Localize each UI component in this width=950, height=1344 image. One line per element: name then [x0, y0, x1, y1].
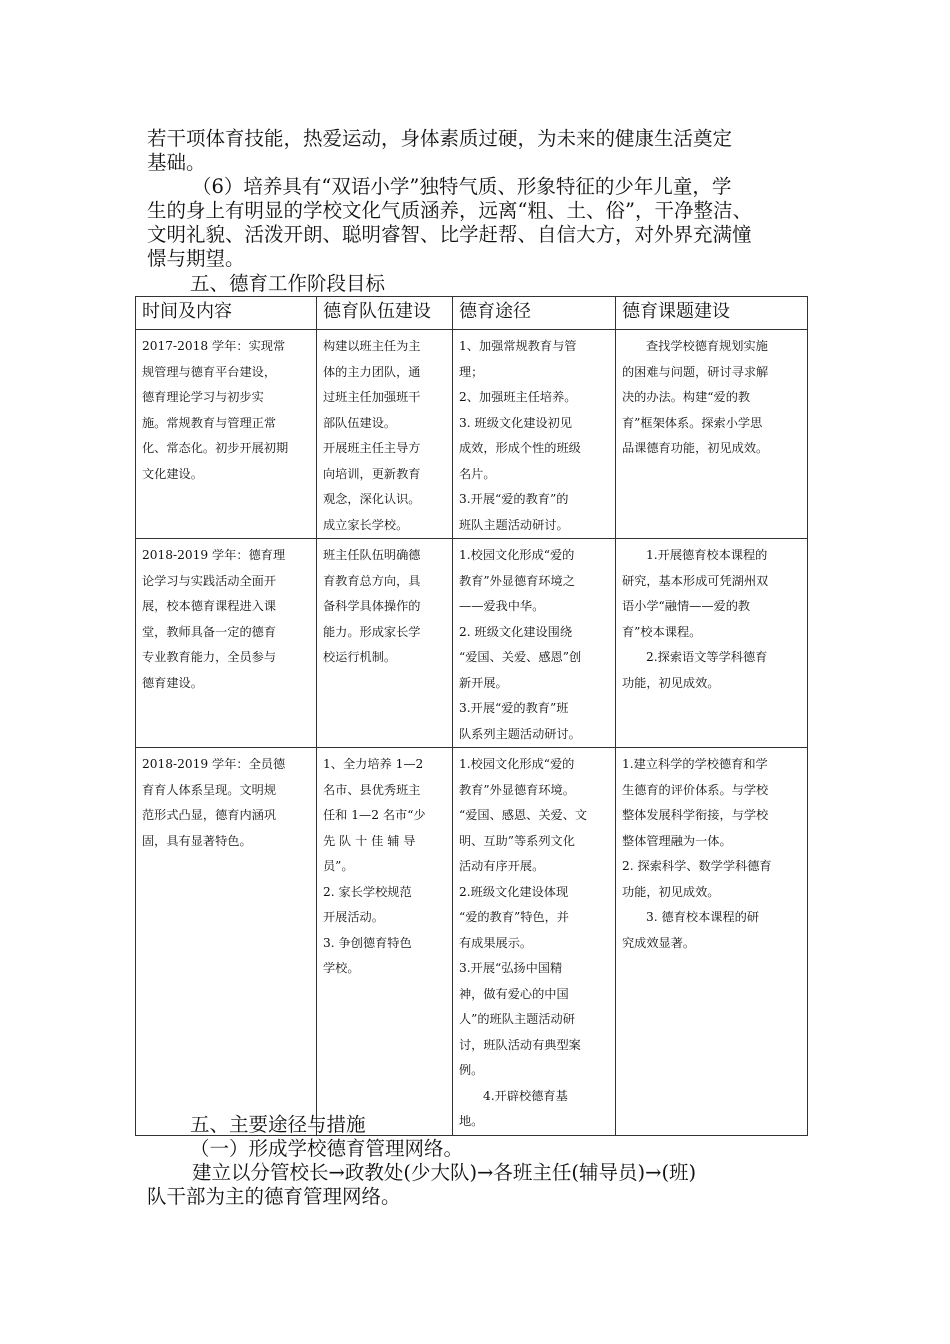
cell-line: 员”。 — [323, 859, 354, 873]
cell-line: 的困难与问题，研讨寻求解 — [622, 364, 769, 379]
cell-line: 2018-2019 学年：德育理 — [142, 548, 286, 562]
text-line: 若干项体育技能，热爱运动，身体素质过硬，为未来的健康生活奠定 — [147, 127, 733, 150]
section-five-title: 五、德育工作阶段目标 — [190, 272, 386, 295]
cell-line: 2. 家长学校规范 — [323, 884, 412, 899]
cell-line: 育”框架体系。探索小学思 — [622, 415, 763, 430]
cell-line: 展，校本德育课程进入课 — [142, 599, 277, 613]
cell-line: 专业教育能力，全员参与 — [142, 650, 277, 664]
table-row — [136, 330, 808, 539]
cell-line: 德育理论学习与初步实 — [142, 390, 264, 404]
table-header-row — [136, 297, 808, 330]
cell-line: 2、加强班主任培养。 — [459, 390, 577, 404]
table-cell — [317, 330, 453, 539]
text-line: 生的身上有明显的学校文化气质涵养，远离“粗、土、俗”，干净整洁、 — [147, 199, 752, 222]
cell-line: 2018-2019 学年：全员德 — [142, 757, 286, 771]
cell-line: 1.校园文化形成“爱的 — [459, 548, 575, 562]
cell-line: 育教育总方向，具 — [323, 573, 421, 588]
text-line: 建立以分管校长→政教处(少大队)→各班主任(辅导员)→(班) — [192, 1161, 697, 1184]
cell-line: 1.建立科学的学校德育和学 — [622, 757, 768, 771]
header-research: 德育课题建设 — [616, 297, 808, 330]
table-cell — [317, 539, 453, 748]
cell-line: 整体发展科学衔接，与学校 — [622, 808, 769, 822]
table-row — [136, 539, 808, 748]
cell-line: 决的办法。构建“爱的教 — [622, 390, 751, 404]
cell-line: 学校。 — [323, 961, 360, 975]
cell-line: 班主任队伍明确德 — [323, 548, 421, 562]
cell-line: 理； — [459, 364, 484, 379]
cell-line: 功能，初见成效。 — [622, 675, 720, 690]
cell-line: 研究，基本形成可凭湖州双 — [622, 573, 769, 588]
cell-line: 明、互助”等系列文化 — [459, 833, 575, 848]
cell-line: 品课德育功能，初见成效。 — [622, 441, 769, 455]
cell-line: 教育”外显德育环境。 — [459, 782, 575, 797]
cell-line: 任和 1—2 名市“少 — [323, 808, 426, 822]
cell-line: 备科学具体操作的 — [323, 599, 421, 613]
cell-line: 究成效显著。 — [622, 935, 696, 950]
cell-line: 施。常规教育与管理正常 — [142, 415, 277, 430]
cell-line: “爱国、感恩、关爱、文 — [459, 808, 588, 822]
cell-line: 例。 — [459, 1063, 484, 1077]
network-paragraph — [147, 1161, 827, 1209]
cell-line: 1、加强常规教育与管 — [459, 339, 577, 353]
table-cell — [453, 539, 616, 748]
cell-line: “爱的教育”特色，并 — [459, 910, 569, 924]
cell-line: 名市、县优秀班主 — [323, 782, 421, 797]
subsection-title: （一）形成学校德育管理网络。 — [190, 1137, 464, 1160]
cell-line: 队系列主题活动研讨。 — [459, 726, 581, 741]
cell-line: 2. 探索科学、数学学科德育 — [622, 859, 772, 873]
cell-line: 过班主任加强班干 — [323, 390, 421, 404]
cell-line: 能力。形成家长学 — [323, 624, 421, 639]
intro-paragraph — [147, 127, 827, 175]
cell-line: 新开展。 — [459, 675, 508, 690]
text-line: 基础。 — [147, 151, 206, 174]
cell-line: 化、常态化。初步开展初期 — [142, 441, 289, 455]
cell-line: 固，具有显著特色。 — [142, 833, 252, 848]
cell-line: 开展班主任主导方 — [323, 441, 421, 455]
cell-line: 功能，初见成效。 — [622, 884, 720, 899]
cell-line: 1.开展德育校本课程的 — [646, 548, 768, 562]
table-cell — [453, 330, 616, 539]
table-cell — [136, 748, 317, 1136]
cell-line: 部队伍建设。 — [323, 415, 397, 430]
cell-line: 体的主力团队，通 — [323, 364, 421, 379]
section-measures-title: 五、主要途径与措施 — [190, 1113, 366, 1136]
cell-line: 2.探索语文等学科德育 — [646, 650, 768, 664]
table-cell — [317, 748, 453, 1136]
cell-line: 开展活动。 — [323, 910, 384, 924]
item6-paragraph — [147, 175, 827, 271]
cell-line: 班队主题活动研讨。 — [459, 517, 569, 532]
table-cell — [616, 330, 808, 539]
table-cell — [136, 539, 317, 748]
cell-line: 文化建设。 — [142, 466, 203, 481]
cell-line: 德育建设。 — [142, 675, 203, 690]
cell-line: 成立家长学校。 — [323, 517, 409, 532]
cell-line: 2. 班级文化建设围绕 — [459, 624, 573, 639]
cell-line: 先 队 十 佳 辅 导 — [323, 833, 416, 848]
cell-line: 生德育的评价体系。与学校 — [622, 782, 769, 797]
cell-line: 3. 争创德育特色 — [323, 935, 412, 950]
cell-line: 神，做有爱心的中国 — [459, 986, 569, 1001]
cell-line: 3.开展“爱的教育”的 — [459, 492, 569, 506]
text-line: （6）培养具有“双语小学”独特气质、形象特征的少年儿童，学 — [192, 175, 732, 198]
header-team-building: 德育队伍建设 — [317, 297, 453, 330]
cell-line: 育”校本课程。 — [622, 624, 702, 639]
cell-line: 3. 班级文化建设初见 — [459, 415, 573, 430]
cell-line: 向培训，更新教育 — [323, 466, 421, 481]
text-line: 憬与期望。 — [147, 247, 245, 270]
cell-line: 育育人体系呈现。文明规 — [142, 782, 277, 797]
cell-line: 活动有序开展。 — [459, 859, 545, 873]
table-row — [136, 748, 808, 1136]
cell-line: 观念，深化认识。 — [323, 492, 421, 506]
cell-line: 名片。 — [459, 466, 496, 481]
cell-line: 校运行机制。 — [323, 650, 397, 664]
cell-line: 2.班级文化建设体现 — [459, 884, 569, 899]
cell-line: 查找学校德育规划实施 — [646, 339, 768, 353]
cell-line: 讨，班队活动有典型案 — [459, 1037, 581, 1052]
cell-line: 1、全力培养 1—2 — [323, 757, 424, 771]
cell-line: 范形式凸显，德育内涵巩 — [142, 808, 277, 822]
cell-line: 整体管理融为一体。 — [622, 833, 732, 848]
cell-line: 人”的班队主题活动研 — [459, 1012, 575, 1026]
cell-line: 成效，形成个性的班级 — [459, 441, 581, 455]
cell-line: 1.校园文化形成“爱的 — [459, 757, 575, 771]
cell-line: 有成果展示。 — [459, 935, 533, 950]
cell-line: 构建以班主任为主 — [323, 339, 421, 353]
cell-line: 4.开辟校德育基 — [483, 1088, 568, 1103]
text-line: 文明礼貌、活泼开朗、聪明睿智、比学赶帮、自信大方，对外界充满憧 — [147, 223, 752, 246]
table-cell — [453, 748, 616, 1136]
cell-line: 3.开展“爱的教育”班 — [459, 701, 569, 715]
cell-line: 教育”外显德育环境之 — [459, 573, 575, 588]
cell-line: 地。 — [459, 1114, 484, 1128]
header-time-content: 时间及内容 — [136, 297, 317, 330]
text-line: 队干部为主的德育管理网络。 — [147, 1185, 401, 1208]
cell-line: 堂，教师具备一定的德育 — [142, 624, 277, 639]
cell-line: 3. 德育校本课程的研 — [646, 910, 760, 924]
cell-line: 2017-2018 学年：实现常 — [142, 339, 286, 353]
cell-line: “爱国、关爱、感恩”创 — [459, 650, 582, 664]
cell-line: 规管理与德育平台建设， — [142, 364, 277, 379]
cell-line: 语小学“融情——爱的教 — [622, 599, 751, 613]
cell-line: 论学习与实践活动全面开 — [142, 573, 277, 588]
table-cell — [616, 539, 808, 748]
cell-line: ——爱我中华。 — [459, 599, 545, 613]
stage-goals-table — [135, 296, 808, 1136]
table-cell — [616, 748, 808, 1136]
header-approach: 德育途径 — [453, 297, 616, 330]
table-cell — [136, 330, 317, 539]
cell-line: 3.开展“弘扬中国精 — [459, 961, 563, 975]
